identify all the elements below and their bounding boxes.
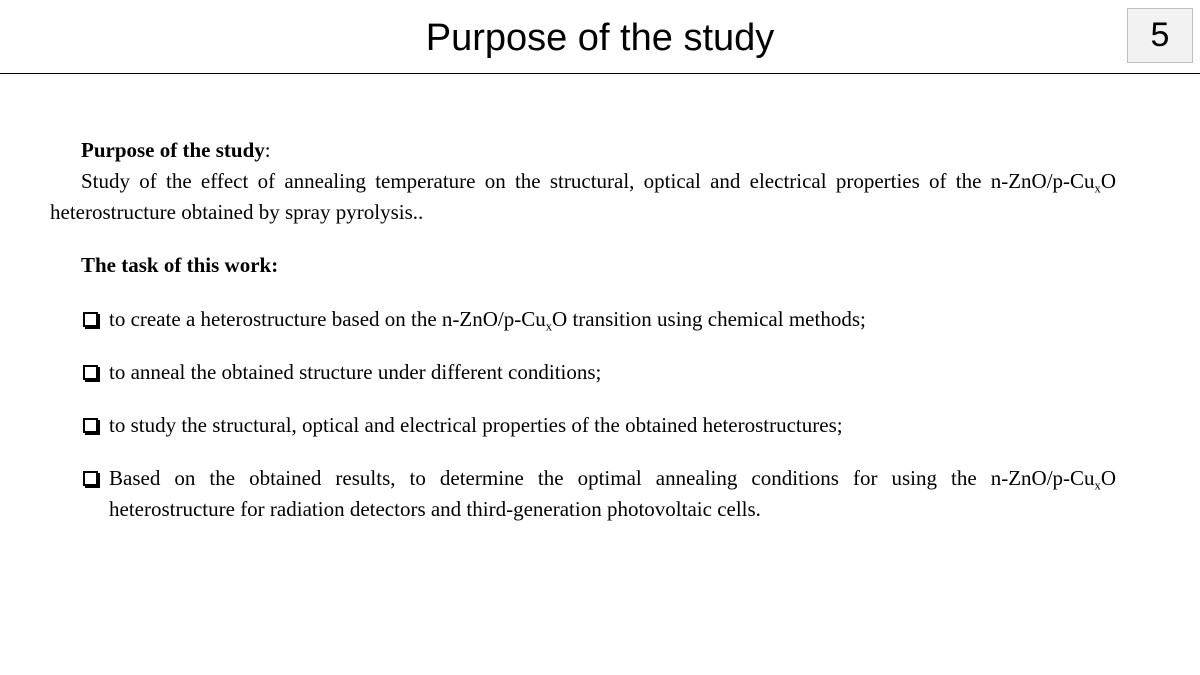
purpose-subscript: x	[1094, 181, 1101, 196]
purpose-text-end: O heterostructure obtained by spray pyrolysis..	[50, 169, 1116, 224]
slide-header	[0, 0, 1200, 74]
checkbox-bullet-icon	[83, 418, 98, 433]
slide-title: Purpose of the study	[425, 17, 775, 59]
task-item	[50, 410, 1116, 441]
purpose-paragraph	[50, 166, 1116, 228]
purpose-heading-colon: :	[264, 138, 271, 162]
task-text-end: O heterostructure for radiation detectors and third-generation photovoltaic cells.	[109, 466, 1116, 521]
purpose-heading: Purpose of the study	[81, 138, 265, 162]
task-item	[50, 304, 1116, 335]
task-text: to study the structural, optical and electrical properties of the obtained heterostructures;	[109, 413, 843, 437]
task-subscript: x	[545, 319, 553, 334]
task-text-start: Based on the obtained results, to determine the optimal annealing conditions for using the n-ZnO/p-Cu	[109, 466, 1095, 490]
task-text-end: O transition using chemical methods;	[552, 307, 866, 331]
page-number-badge: 5	[1127, 8, 1193, 63]
slide-content	[50, 135, 1116, 547]
checkbox-bullet-icon	[83, 312, 98, 327]
checkbox-bullet-icon	[83, 365, 98, 380]
task-text: to anneal the obtained structure under different conditions;	[109, 360, 602, 384]
task-heading: The task of this work:	[81, 253, 279, 277]
task-item	[50, 357, 1116, 388]
purpose-text-start: Study of the effect of annealing temperature on the structural, optical and electrical properties of the n-ZnO/p-Cu	[81, 169, 1095, 193]
checkbox-bullet-icon	[83, 471, 98, 486]
task-list	[50, 304, 1116, 525]
task-item	[50, 463, 1116, 525]
purpose-heading-line	[81, 135, 1116, 166]
task-subscript: x	[1094, 478, 1101, 493]
task-text-start: to create a heterostructure based on the n-ZnO/p-Cu	[109, 307, 546, 331]
